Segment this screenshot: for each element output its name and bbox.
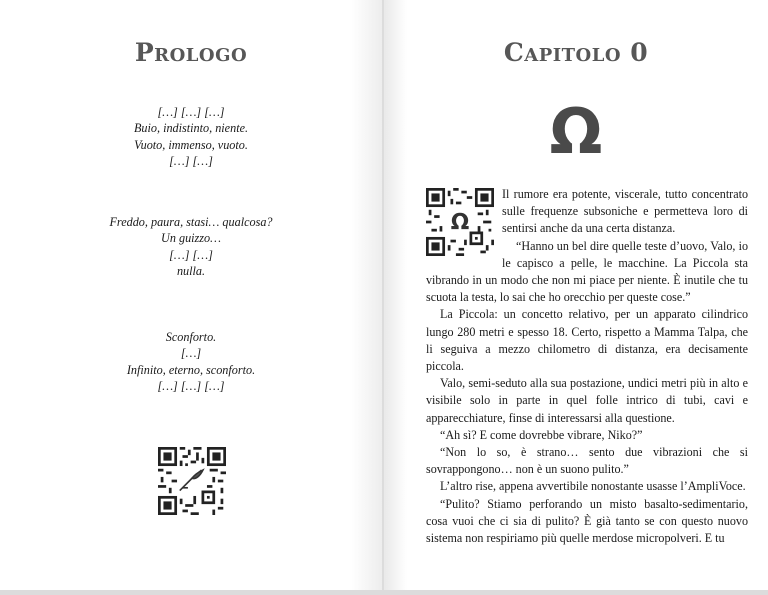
verse-line: Vuoto, immenso, vuoto. [134,137,248,152]
chapter-title: Capitolo 0 [503,38,649,67]
left-page [0,0,382,590]
prologue-stanza-2 [0,214,382,279]
paragraph: “Pulito? Stiamo perforando un misto basalto-sedimentario, cosa vuoi che ci sia di pulito? È già tanto se con questo nuovo sistema non respiriamo più quelle merdose micropolveri. E tu [426,496,748,546]
prologue-stanza-1 [0,104,382,169]
verse-line: Sconforto. [165,330,217,344]
verse-line: […] […] […] [157,378,225,393]
paragraph: Il rumore era potente, viscerale, tutto concentrato sulle frequenze subsoniche e permetteva loro di sentirsi anche da una certa distanza. [502,187,748,236]
chapter-body [426,186,748,547]
verse-line: nulla. [176,263,206,278]
verse-line: […] […] [169,247,213,262]
paragraph: Valo, semi-seduto alla sua postazione, undici metri più in alto e visibile solo in parte in quel folle intrico di tubi, cavi e apparecchiature, finse di interessarsi alla questione. [426,376,748,425]
paragraph: “Non lo so, è strano… sento due vibrazioni che si sovrappongono… non è un suono pulito.” [426,445,748,477]
verse-line: Un guizzo… [161,231,221,246]
paragraph: La Piccola: un concetto relativo, per un apparato cilindrico lungo 280 metri e spesso 18. Certo, rispetto a Mamma Talpa, che li seguiva a mezzo chilometro di distanza, era decisamente piccola. [426,307,748,374]
prologue-stanza-3 [0,329,382,394]
paragraph: “Hanno un bel dire quelle teste d’uovo, Valo, io le capisco a pelle, le macchine. La Piccola sta vibrando in un modo che non mi piace per niente. È inutile che tu scuota la testa, lo sai che ho orecchio per queste cose.” [426,238,748,305]
verse-line: Freddo, paura, stasi… qualcosa? [109,215,273,229]
svg-text:Ω: Ω [450,210,470,236]
paragraph: “Ah sì? E come dovrebbe vibrare, Niko?” [440,427,643,442]
verse-line: Infinito, eterno, sconforto. [126,362,256,377]
verse-line: […] [180,346,202,361]
right-page [384,0,768,590]
paragraph: L’altro rise, appena avvertibile nonostante usasse l’AmpliVoce. [440,479,746,494]
verse-line: […] […] [169,153,213,168]
qr-code-omega-icon[interactable] [426,188,494,256]
verse-line: Buio, indistinto, niente. [133,121,249,136]
verse-line: […] […] […] [157,105,225,119]
prologue-title: Prologo [134,38,248,67]
omega-symbol: Ω [549,95,603,168]
qr-code-quill-icon[interactable] [158,447,226,515]
